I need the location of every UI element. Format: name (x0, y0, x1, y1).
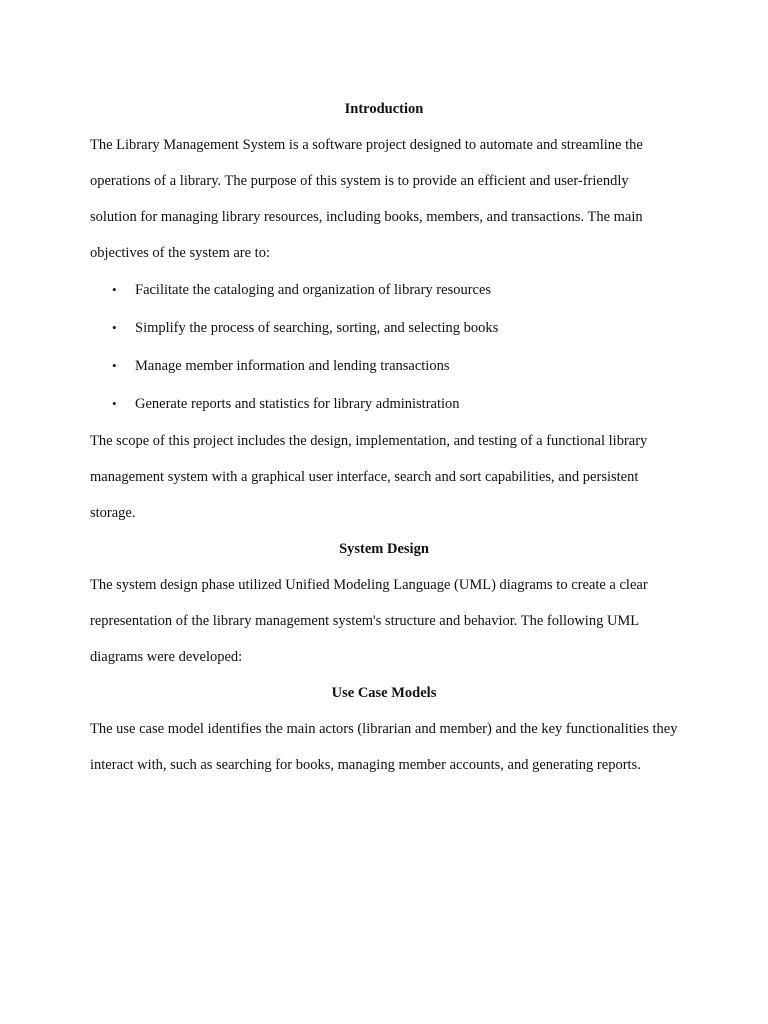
list-item (90, 385, 678, 423)
bullet-icon: • (112, 396, 117, 411)
objectives-list (90, 271, 678, 423)
list-item-text: Simplify the process of searching, sorting, and selecting books (135, 320, 499, 336)
list-item (90, 271, 678, 309)
list-item-text: Generate reports and statistics for library administration (135, 396, 460, 412)
list-item-text: Facilitate the cataloging and organization of library resources (135, 282, 492, 298)
system-design-heading: System Design (339, 541, 429, 557)
bullet-icon: • (112, 320, 117, 335)
scope-paragraph: The scope of this project includes the design, implementation, and testing of a functional library management system with a graphical user interface, search and sort capabilities, and persistent storage. (90, 433, 648, 521)
introduction-heading: Introduction (344, 101, 424, 117)
list-item (90, 309, 678, 347)
bullet-icon: • (112, 358, 117, 373)
system-design-paragraph: The system design phase utilized Unified Modeling Language (UML) diagrams to create a clear representation of the library management system's structure and behavior. The following UML diagrams were developed: (90, 577, 648, 665)
bullet-icon: • (112, 282, 117, 297)
list-item-text: Manage member information and lending transactions (135, 358, 450, 374)
list-item (90, 347, 678, 385)
introduction-paragraph: The Library Management System is a software project designed to automate and streamline the operations of a library. The purpose of this system is to provide an efficient and user-friendly solution for managing library resources, including books, members, and transactions. The main objectives of the system are to: (90, 137, 643, 261)
use-case-models-heading: Use Case Models (331, 685, 437, 701)
use-case-models-paragraph: The use case model identifies the main actors (librarian and member) and the key functionalities they interact with, such as searching for books, managing member accounts, and generating reports. (90, 721, 678, 773)
